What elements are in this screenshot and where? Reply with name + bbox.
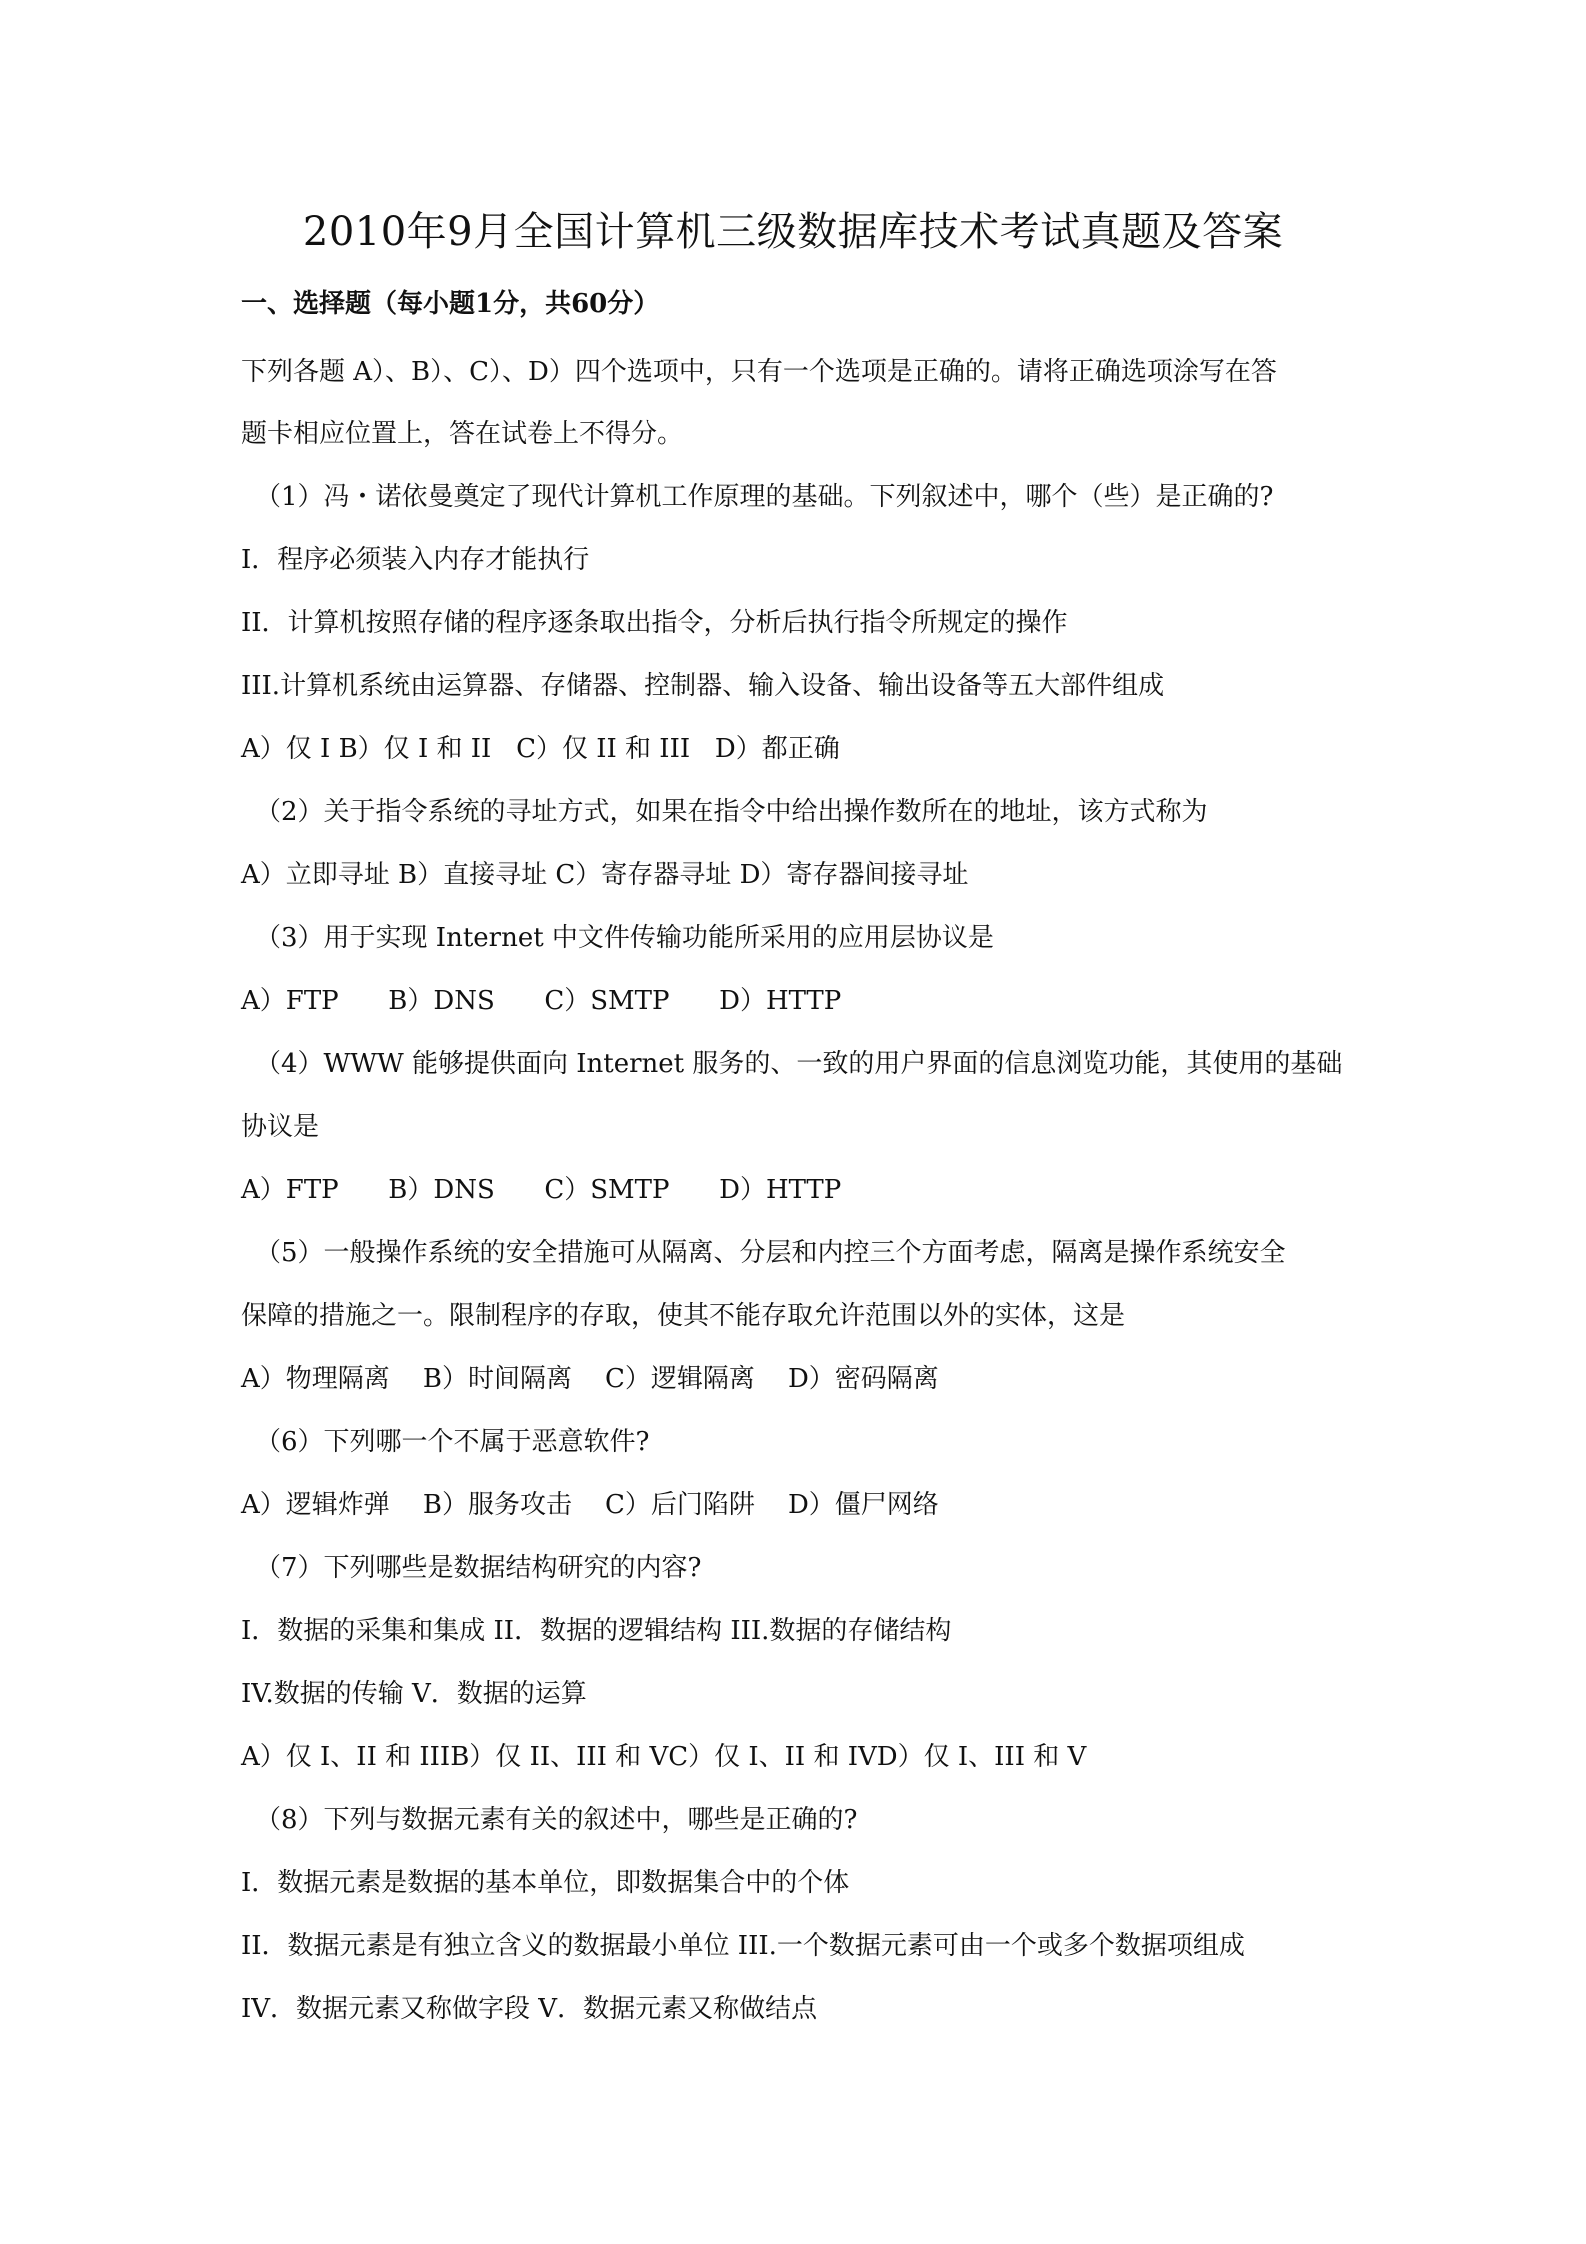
question-5-stem-line-2: 保障的措施之一。限制程序的存取，使其不能存取允许范围以外的实体，这是 bbox=[241, 1301, 1126, 1331]
question-1-item-1: I．程序必须装入内存才能执行 bbox=[241, 545, 590, 575]
question-7-item-1: I．数据的采集和集成 II．数据的逻辑结构 III.数据的存储结构 bbox=[241, 1616, 952, 1646]
question-5-stem-line-1: （5）一般操作系统的安全措施可从隔离、分层和内控三个方面考虑，隔离是操作系统安全 bbox=[255, 1238, 1286, 1268]
question-4-options: A）FTP B）DNS C）SMTP D）HTTP bbox=[241, 1175, 842, 1205]
question-2-stem: （2）关于指令系统的寻址方式，如果在指令中给出操作数所在的地址，该方式称为 bbox=[255, 797, 1208, 827]
question-8-item-1: I．数据元素是数据的基本单位，即数据集合中的个体 bbox=[241, 1868, 850, 1898]
instructions-line-2: 题卡相应位置上，答在试卷上不得分。 bbox=[241, 419, 684, 449]
question-8-item-2: II．数据元素是有独立含义的数据最小单位 III.一个数据元素可由一个或多个数据项组成 bbox=[241, 1931, 1245, 1961]
question-2-options: A）立即寻址 B）直接寻址 C）寄存器寻址 D）寄存器间接寻址 bbox=[241, 860, 969, 890]
question-1-item-3: III.计算机系统由运算器、存储器、控制器、输入设备、输出设备等五大部件组成 bbox=[241, 671, 1165, 701]
question-1-item-2: II．计算机按照存储的程序逐条取出指令，分析后执行指令所规定的操作 bbox=[241, 608, 1068, 638]
question-8-stem: （8）下列与数据元素有关的叙述中，哪些是正确的? bbox=[255, 1805, 858, 1835]
question-6-stem: （6）下列哪一个不属于恶意软件? bbox=[255, 1427, 650, 1457]
question-1-stem: （1）冯・诺依曼奠定了现代计算机工作原理的基础。下列叙述中，哪个（些）是正确的? bbox=[255, 482, 1274, 512]
question-7-item-2: IV.数据的传输 V．数据的运算 bbox=[241, 1679, 587, 1709]
question-6-options: A）逻辑炸弹 B）服务攻击 C）后门陷阱 D）僵尸网络 bbox=[241, 1490, 939, 1520]
section-heading: 一、选择题（每小题1分，共60分） bbox=[241, 289, 660, 319]
question-3-options: A）FTP B）DNS C）SMTP D）HTTP bbox=[241, 986, 842, 1016]
document-title: 2010年9月全国计算机三级数据库技术考试真题及答案 bbox=[302, 209, 1284, 255]
question-4-stem-line-1: （4）WWW 能够提供面向 Internet 服务的、一致的用户界面的信息浏览功能，其使用的基础 bbox=[255, 1049, 1343, 1079]
question-3-stem: （3）用于实现 Internet 中文件传输功能所采用的应用层协议是 bbox=[255, 923, 994, 953]
question-5-options: A）物理隔离 B）时间隔离 C）逻辑隔离 D）密码隔离 bbox=[241, 1364, 939, 1394]
question-4-stem-line-2: 协议是 bbox=[241, 1112, 320, 1142]
question-7-stem: （7）下列哪些是数据结构研究的内容? bbox=[255, 1553, 702, 1583]
question-1-options: A）仅 I B）仅 I 和 II C）仅 II 和 III D）都正确 bbox=[241, 734, 840, 764]
instructions-line-1: 下列各题 A）、B）、C）、D）四个选项中，只有一个选项是正确的。请将正确选项涂写在答 bbox=[241, 357, 1277, 387]
question-8-item-3: IV．数据元素又称做字段 V．数据元素又称做结点 bbox=[241, 1994, 818, 2024]
question-7-options: A）仅 I、II 和 IIIB）仅 II、III 和 VC）仅 I、II 和 IVD）仅 I、III 和 V bbox=[241, 1742, 1087, 1772]
